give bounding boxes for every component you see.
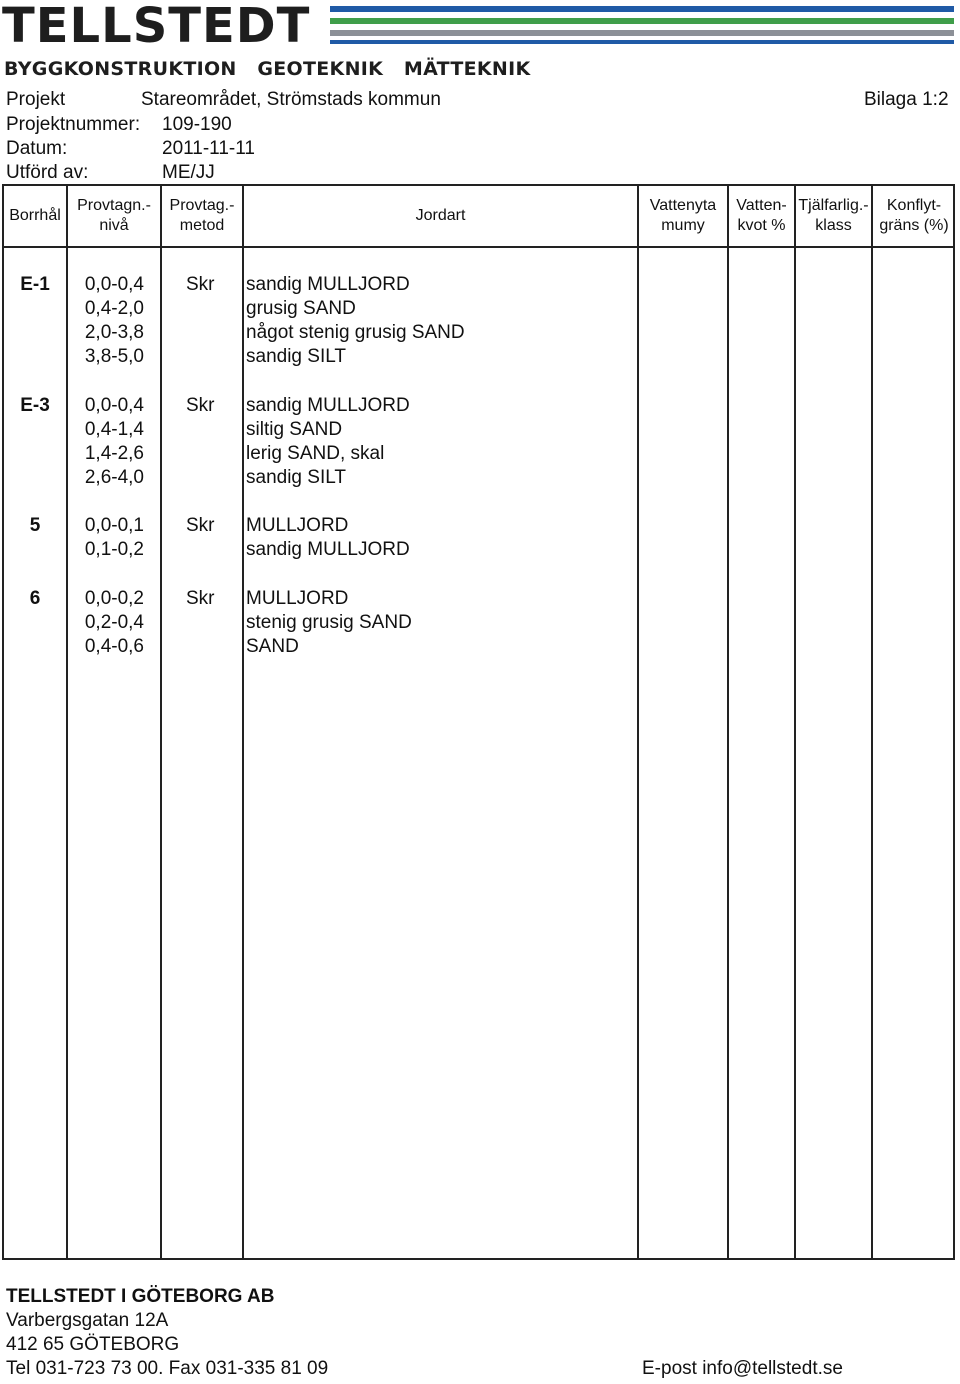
sampling-level: 0,0-0,4 — [84, 395, 144, 416]
footer-city: 412 65 GÖTEBORG — [6, 1334, 180, 1355]
column-header-text: Borrhål — [9, 207, 61, 224]
footer-company: TELLSTEDT I GÖTEBORG AB — [6, 1286, 275, 1307]
column-divider — [794, 184, 796, 1260]
borehole-id: 6 — [29, 588, 41, 609]
column-header-text: gräns (%) — [879, 217, 949, 234]
column-header-text: Vattenyta — [649, 197, 717, 214]
sampling-level: 0,4-0,6 — [84, 636, 144, 657]
column-header-text: Vatten- — [736, 197, 787, 214]
sampling-level: 0,0-0,1 — [84, 515, 144, 536]
soil-type: stenig grusig SAND — [246, 612, 412, 633]
soil-type: MULLJORD — [246, 588, 349, 609]
done-by-label: Utförd av: — [6, 162, 89, 183]
sampling-method: Skr — [186, 588, 215, 609]
soil-type: SAND — [246, 636, 299, 657]
column-header-text: Provtag.- — [169, 197, 235, 214]
soil-table — [2, 184, 955, 1260]
tagline-part: GEOTEKNIK — [257, 58, 384, 80]
footer-phone: Tel 031-723 73 00. Fax 031-335 81 09 — [6, 1358, 329, 1379]
appendix-label: Bilaga 1:2 — [864, 89, 949, 110]
soil-type: siltig SAND — [246, 419, 343, 440]
column-header-text: klass — [815, 217, 852, 234]
column-divider — [160, 184, 162, 1260]
column-header-level — [68, 196, 160, 236]
soil-type: sandig SILT — [246, 467, 346, 488]
column-header-water-level — [639, 196, 727, 236]
column-header-frost-class — [796, 196, 871, 236]
tagline-part: BYGGKONSTRUKTION — [4, 58, 237, 80]
column-header-text: Konflyt- — [886, 197, 942, 214]
column-header-text: Jordart — [415, 207, 466, 224]
sampling-method: Skr — [186, 274, 215, 295]
sampling-level: 0,1-0,2 — [84, 539, 144, 560]
column-divider — [637, 184, 639, 1260]
soil-type: MULLJORD — [246, 515, 349, 536]
column-header-text: nivå — [99, 217, 129, 234]
column-header-borrhal — [4, 206, 66, 226]
borehole-id: 5 — [29, 515, 41, 536]
column-divider — [242, 184, 244, 1260]
sampling-level: 0,0-0,4 — [84, 274, 144, 295]
borehole-id: E-1 — [20, 274, 50, 295]
borehole-id: E-3 — [20, 395, 50, 416]
project-number-label: Projektnummer: — [6, 114, 141, 135]
footer-email[interactable]: E-post info@tellstedt.se — [642, 1358, 843, 1379]
table-header-divider — [2, 246, 955, 248]
sampling-level: 2,6-4,0 — [84, 467, 144, 488]
sampling-level: 0,4-1,4 — [84, 419, 144, 440]
sampling-level: 0,4-2,0 — [84, 298, 144, 319]
column-header-text: mumy — [661, 217, 705, 234]
soil-type: sandig SILT — [246, 346, 346, 367]
tagline-part: MÄTTEKNIK — [403, 58, 531, 80]
column-header-water-content — [729, 196, 794, 236]
column-header-method — [162, 196, 242, 236]
column-header-soil — [244, 206, 637, 226]
footer-street: Varbergsgatan 12A — [6, 1310, 169, 1331]
logo-stripe-blue — [330, 6, 954, 12]
logo-stripe-grey — [330, 30, 954, 36]
logo-stripe-green — [330, 18, 954, 24]
column-divider — [727, 184, 729, 1260]
soil-type: sandig MULLJORD — [246, 539, 410, 560]
done-by-value: ME/JJ — [162, 162, 215, 183]
date-label: Datum: — [6, 138, 68, 159]
sampling-level: 1,4-2,6 — [84, 443, 144, 464]
sampling-level: 2,0-3,8 — [84, 322, 144, 343]
soil-type: sandig MULLJORD — [246, 274, 410, 295]
sampling-level: 3,8-5,0 — [84, 346, 144, 367]
soil-type: grusig SAND — [246, 298, 356, 319]
project-label: Projekt — [6, 89, 66, 110]
sampling-method: Skr — [186, 395, 215, 416]
sampling-method: Skr — [186, 515, 215, 536]
column-header-text: Tjälfarlig.- — [798, 197, 869, 214]
column-header-text: metod — [179, 217, 225, 234]
column-header-text: kvot % — [737, 217, 786, 234]
date-value: 2011-11-11 — [162, 138, 255, 159]
project-number-value: 109-190 — [162, 114, 232, 135]
logo-wordmark: TELLSTEDT — [2, 0, 311, 54]
soil-type: sandig MULLJORD — [246, 395, 410, 416]
soil-type: något stenig grusig SAND — [246, 322, 465, 343]
sampling-level: 0,2-0,4 — [84, 612, 144, 633]
column-header-flow-limit — [873, 196, 955, 236]
soil-type: lerig SAND, skal — [246, 443, 385, 464]
column-divider — [871, 184, 873, 1260]
logo-tagline — [4, 58, 531, 80]
sampling-level: 0,0-0,2 — [84, 588, 144, 609]
project-value: Stareområdet, Strömstads kommun — [141, 89, 441, 110]
column-header-text: Provtagn.- — [77, 197, 151, 214]
logo-stripe-blue-2 — [330, 40, 954, 44]
